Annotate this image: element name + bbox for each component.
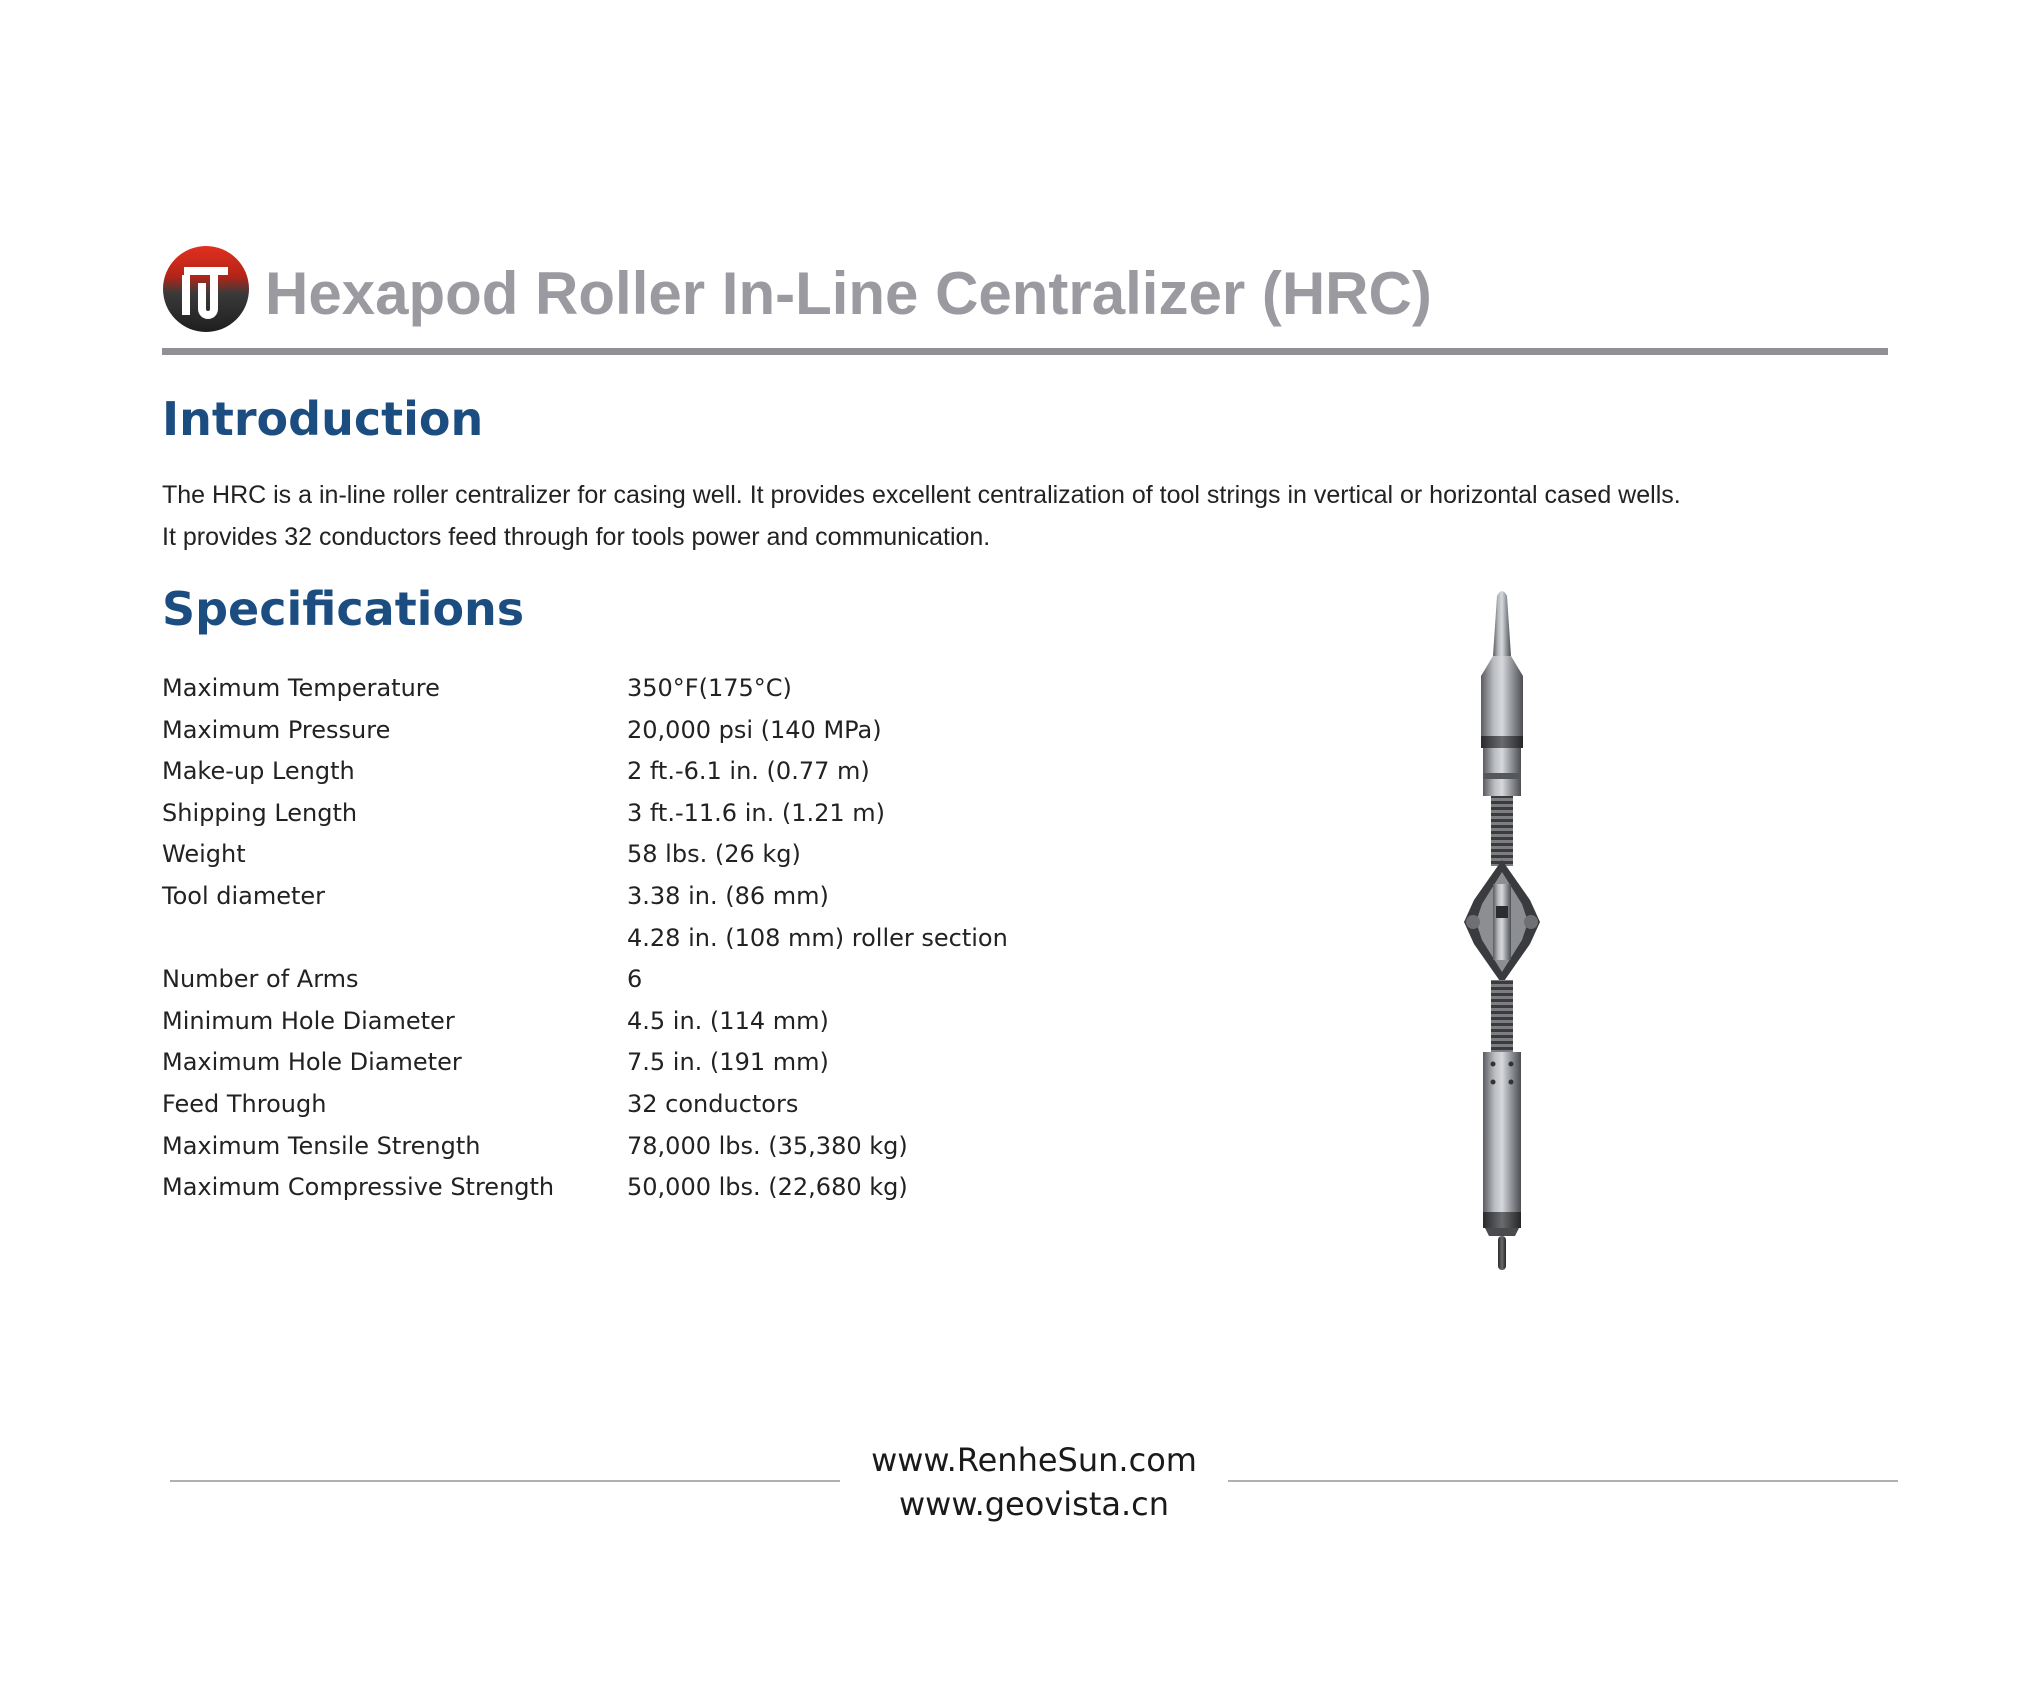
spec-row [162,793,1008,835]
spec-row [162,1167,1008,1209]
spec-row [162,918,1008,960]
spec-value: 78,000 lbs. (35,380 kg) [627,1131,908,1160]
spec-value: 20,000 psi (140 MPa) [627,715,882,744]
spec-value: 4.28 in. (108 mm) roller section [627,923,1008,952]
specifications-heading: Specifications [162,582,525,636]
footer-urls [840,1438,1228,1526]
spec-label: Maximum Compressive Strength [162,1173,555,1202]
spec-label: Shipping Length [162,798,358,827]
footer-divider-right [1228,1480,1898,1482]
spec-row [162,834,1008,876]
spec-row [162,1001,1008,1043]
spec-label: Make-up Length [162,757,355,786]
spec-value: 32 conductors [627,1089,799,1118]
spec-label: Maximum Temperature [162,674,440,702]
footer-url-geovista[interactable]: www.geovista.cn [898,1485,1170,1523]
spec-value: 50,000 lbs. (22,680 kg) [627,1173,908,1202]
spec-value: 2 ft.-6.1 in. (0.77 m) [627,757,870,786]
spec-row [162,710,1008,752]
spec-value: 4.5 in. (114 mm) [627,1006,829,1035]
spec-label [162,918,627,960]
spec-label: Minimum Hole Diameter [162,1006,455,1035]
spec-row [162,959,1008,1001]
spec-row [162,668,1008,710]
page-title: Hexapod Roller In-Line Centralizer (HRC) [265,260,1432,327]
spec-label: Maximum Pressure [162,715,391,744]
spec-value: 7.5 in. (191 mm) [627,1048,829,1077]
title-divider [162,348,1888,355]
spec-row [162,1042,1008,1084]
spec-row [162,1084,1008,1126]
spec-label: Feed Through [162,1089,327,1118]
introduction-heading: Introduction [162,392,484,446]
footer-url-renhesun[interactable]: www.RenheSun.com [871,1441,1197,1479]
spec-row [162,876,1008,918]
spec-label: Weight [162,840,246,869]
spec-label: Maximum Tensile Strength [162,1131,481,1160]
specifications-table [162,668,1008,1209]
intro-line: It provides 32 conductors feed through for tools power and communication. [162,523,991,551]
spec-label: Maximum Hole Diameter [162,1048,462,1077]
introduction-text [162,474,1912,558]
spec-row [162,751,1008,793]
spec-row [162,1126,1008,1168]
spec-value: 58 lbs. (26 kg) [627,840,801,869]
spec-value: 3.38 in. (86 mm) [627,881,829,910]
footer-divider-left [170,1480,840,1482]
spec-label: Number of Arms [162,965,359,994]
spec-value: 3 ft.-11.6 in. (1.21 m) [627,798,885,827]
intro-line: The HRC is a in-line roller centralizer for casing well. It provides excellent centralization of tool strings in vertical or horizontal cased wells. [162,481,1681,509]
spec-value: 350°F(175°C) [627,674,792,702]
company-logo [162,245,250,333]
centralizer-product-image [1445,588,1560,1278]
spec-label: Tool diameter [162,881,326,910]
spec-value: 6 [627,965,643,994]
